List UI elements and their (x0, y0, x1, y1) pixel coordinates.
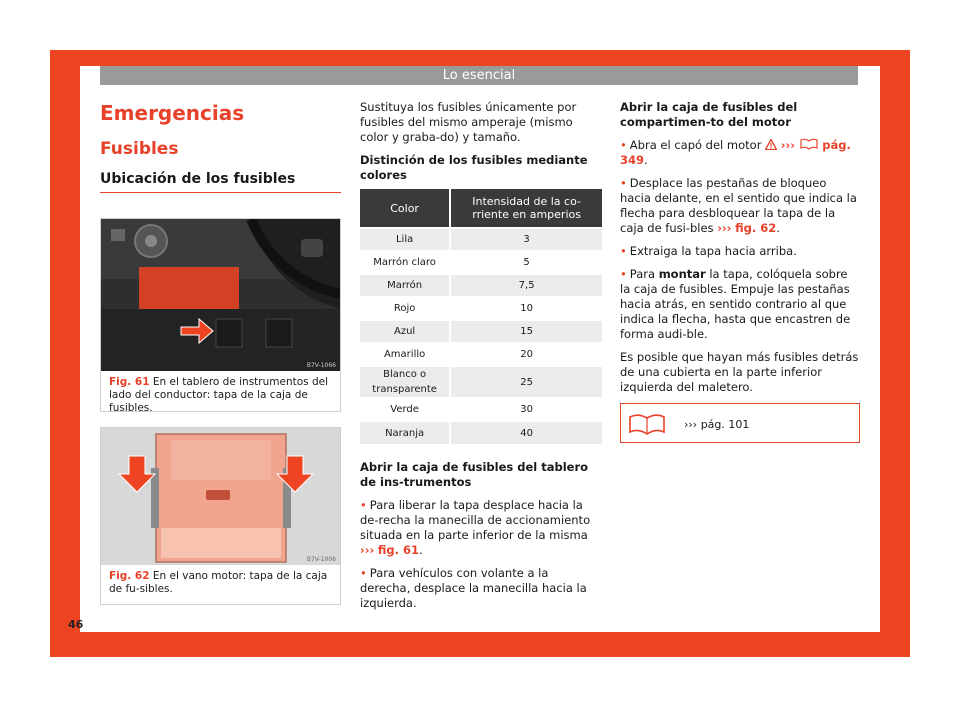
table-cell: 30 (450, 398, 602, 421)
bullet-text-pre: Para (629, 267, 656, 281)
open-dash-heading: Abrir la caja de fusibles del tablero de ins-trumentos (360, 460, 589, 489)
figure-62 (100, 427, 341, 605)
warning-triangle-icon (765, 139, 777, 150)
table-cell: Naranja (360, 421, 450, 444)
table-cell: Azul (360, 320, 450, 343)
bullet-icon: • (620, 244, 627, 258)
engine-fusebox-illustration (101, 428, 340, 565)
table-row (360, 366, 602, 398)
table-cell: 10 (450, 297, 602, 320)
figure-62-photo (101, 428, 340, 565)
open-engine-heading: Abrir la caja de fusibles del compartimen-to del motor (620, 100, 798, 129)
figure-code: B7V-1066 (306, 362, 336, 369)
table-header-amperage: Intensidad de la co-rriente en amperios (450, 189, 602, 228)
table-cell: 40 (450, 421, 602, 444)
table-cell: Verde (360, 398, 450, 421)
table-row (360, 398, 602, 421)
dashboard-illustration (101, 219, 340, 371)
figure-label: Fig. 61 (109, 376, 150, 388)
manual-book-icon (799, 138, 819, 150)
figure-code: B7V-1006 (306, 556, 336, 563)
figure-61-link[interactable]: fig. 61 (377, 543, 420, 557)
bullet-icon: • (620, 138, 627, 152)
table-row (360, 251, 602, 274)
body-paragraph: Es posible que hayan más fusibles detrás de una cubierta en la parte inferior izquierda del maletero. (620, 350, 859, 394)
bullet-item: • Desplace las pestañas de bloqueo hacia delante, en el sentido que indica la flecha para desbloquear la tapa de la caja de fusi-bles ››› fig. 62. (620, 176, 857, 235)
ref-arrow: ››› (360, 543, 375, 557)
table-cell: 15 (450, 320, 602, 343)
bullet-item: • Para liberar la tapa desplace hacia la de-recha la manecilla de accionamiento situada en la parte inferior de la misma ››› fig. 61. (360, 498, 591, 557)
figure-caption-text: En el vano motor: tapa de la caja de fu-sibles. (109, 570, 328, 595)
table-cell: Amarillo (360, 343, 450, 366)
reference-note-box (620, 403, 860, 443)
table-cell: Marrón (360, 274, 450, 297)
figure-62-caption (101, 565, 340, 601)
bullet-text: Para vehículos con volante a la derecha, desplace la manecilla hacia la izquierda. (360, 566, 587, 610)
table-header-row (360, 189, 602, 228)
ref-arrow: ››› (717, 221, 732, 235)
figure-label: Fig. 62 (109, 570, 150, 582)
table-cell: 3 (450, 228, 602, 251)
subsection-title: Fusibles (100, 139, 179, 159)
topic-heading: Ubicación de los fusibles (100, 170, 341, 193)
table-cell: 5 (450, 251, 602, 274)
table-row (360, 320, 602, 343)
bullet-text: Extraiga la tapa hacia arriba. (629, 244, 797, 258)
bullet-icon: • (360, 498, 367, 512)
bullet-text: Desplace las pestañas de bloqueo hacia delante, en el sentido que indica la flecha para desbloquear la tapa de la caja de fusi-bles (620, 176, 857, 235)
table-row (360, 228, 602, 251)
ref-arrow: ››› (780, 138, 795, 152)
table-header-color: Color (360, 189, 450, 228)
bullet-text: la tapa, colóquela sobre la caja de fusibles. Empuje las pestañas hacia atrás, en sentido contrario al que indica la flecha, hasta que encastren de forma audi-ble. (620, 267, 851, 341)
page-number: 46 (68, 618, 84, 631)
figure-caption-text: En el tablero de instrumentos del lado del conductor: tapa de la caja de fusibles. (109, 376, 329, 414)
page-349-link[interactable]: pág. 349 (620, 138, 851, 167)
figure-61 (100, 218, 341, 412)
bullet-icon: • (360, 566, 367, 580)
figure-62-link[interactable]: fig. 62 (735, 221, 777, 235)
table-cell: 25 (450, 366, 602, 398)
bullet-item: • Abra el capó del motor ››› pág. 349. (620, 138, 851, 167)
middle-column (360, 100, 602, 619)
bullet-item (620, 244, 860, 259)
figure-61-photo (101, 219, 340, 371)
table-cell: Marrón claro (360, 251, 450, 274)
bullet-icon: • (620, 176, 627, 190)
table-title: Distinción de los fusibles mediante colores (360, 153, 588, 182)
table-cell: 7,5 (450, 274, 602, 297)
left-column (100, 100, 341, 193)
table-row (360, 343, 602, 366)
fuse-color-table (360, 189, 602, 444)
bullet-icon: • (620, 267, 627, 281)
table-cell: Blanco o transparente (360, 366, 450, 398)
section-title: Emergencias (100, 101, 245, 125)
manual-book-icon (627, 412, 667, 436)
table-cell: 20 (450, 343, 602, 366)
intro-paragraph: Sustituya los fusibles únicamente por fusibles del mismo amperaje (mismo color y graba-do) y tamaño. (360, 100, 577, 144)
bullet-text: Abra el capó del motor (629, 138, 762, 152)
bullet-item (360, 566, 602, 611)
page-101-link[interactable]: ››› pág. 101 (684, 418, 750, 431)
table-row (360, 297, 602, 320)
table-cell: Rojo (360, 297, 450, 320)
table-row (360, 421, 602, 444)
table-cell: Lila (360, 228, 450, 251)
bullet-item (620, 267, 860, 342)
bullet-text: Para liberar la tapa desplace hacia la de-recha la manecilla de accionamiento situada en la parte inferior de la misma (360, 498, 591, 542)
figure-61-caption (101, 371, 340, 420)
bullet-text-bold: montar (658, 267, 706, 281)
table-row (360, 274, 602, 297)
chapter-header: Lo esencial (100, 66, 858, 85)
right-column (620, 100, 860, 443)
